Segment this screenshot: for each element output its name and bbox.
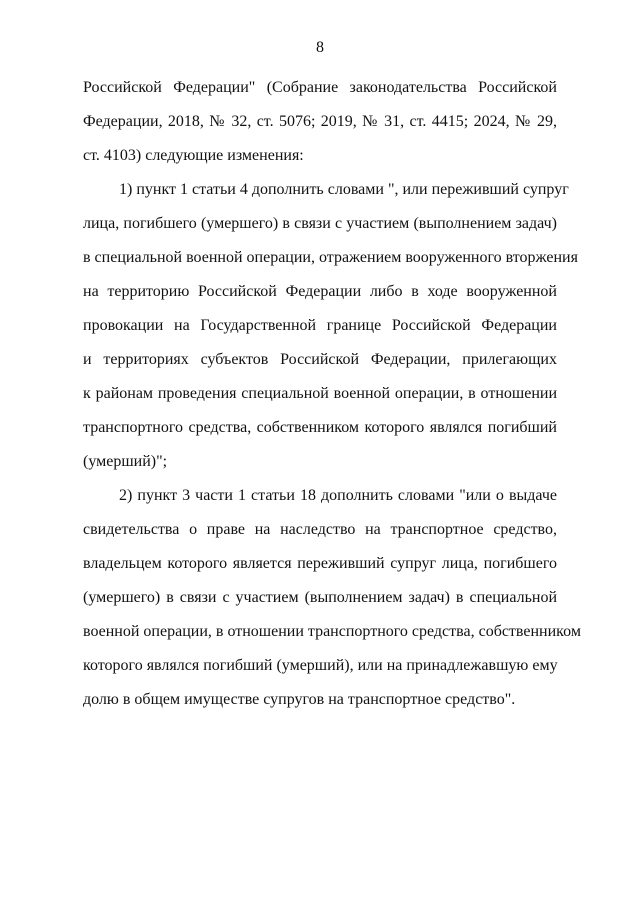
- text-line: лица, погибшего (умершего) в связи с участием (выполнением задач): [83, 215, 557, 232]
- text-line: провокации на Государственной границе Российской Федерации: [83, 317, 557, 334]
- text-line: в специальной военной операции, отражением вооруженного вторжения: [83, 249, 578, 266]
- text-line: владельцем которого является переживший супруг лица, погибшего: [83, 555, 557, 572]
- text-line: которого являлся погибший (умерший), или на принадлежавшую ему: [83, 657, 558, 674]
- text-line: и территориях субъектов Российской Федерации, прилегающих: [83, 351, 557, 368]
- text-line: 2) пункт 3 части 1 статьи 18 дополнить словами "или о выдаче: [119, 487, 557, 504]
- text-line: Российской Федерации" (Собрание законодательства Российской: [83, 79, 557, 96]
- page-number: 8: [316, 39, 324, 56]
- text-line: 1) пункт 1 статьи 4 дополнить словами ", или переживший супруг: [119, 181, 569, 198]
- text-line: на территорию Российской Федерации либо в ходе вооруженной: [83, 283, 557, 300]
- text-line: долю в общем имуществе супругов на транспортное средство".: [83, 691, 516, 708]
- text-line: к районам проведения специальной военной операции, в отношении: [83, 385, 557, 402]
- text-line: ст. 4103) следующие изменения:: [83, 147, 304, 164]
- text-line: Федерации, 2018, № 32, ст. 5076; 2019, № 31, ст. 4415; 2024, № 29,: [83, 113, 557, 130]
- text-line: (умершего) в связи с участием (выполнением задач) в специальной: [83, 589, 557, 606]
- text-line: (умерший)";: [83, 453, 168, 470]
- text-line: свидетельства о праве на наследство на транспортное средство,: [83, 521, 557, 538]
- text-line: военной операции, в отношении транспортного средства, собственником: [83, 623, 581, 640]
- text-line: транспортного средства, собственником которого являлся погибший: [83, 419, 557, 436]
